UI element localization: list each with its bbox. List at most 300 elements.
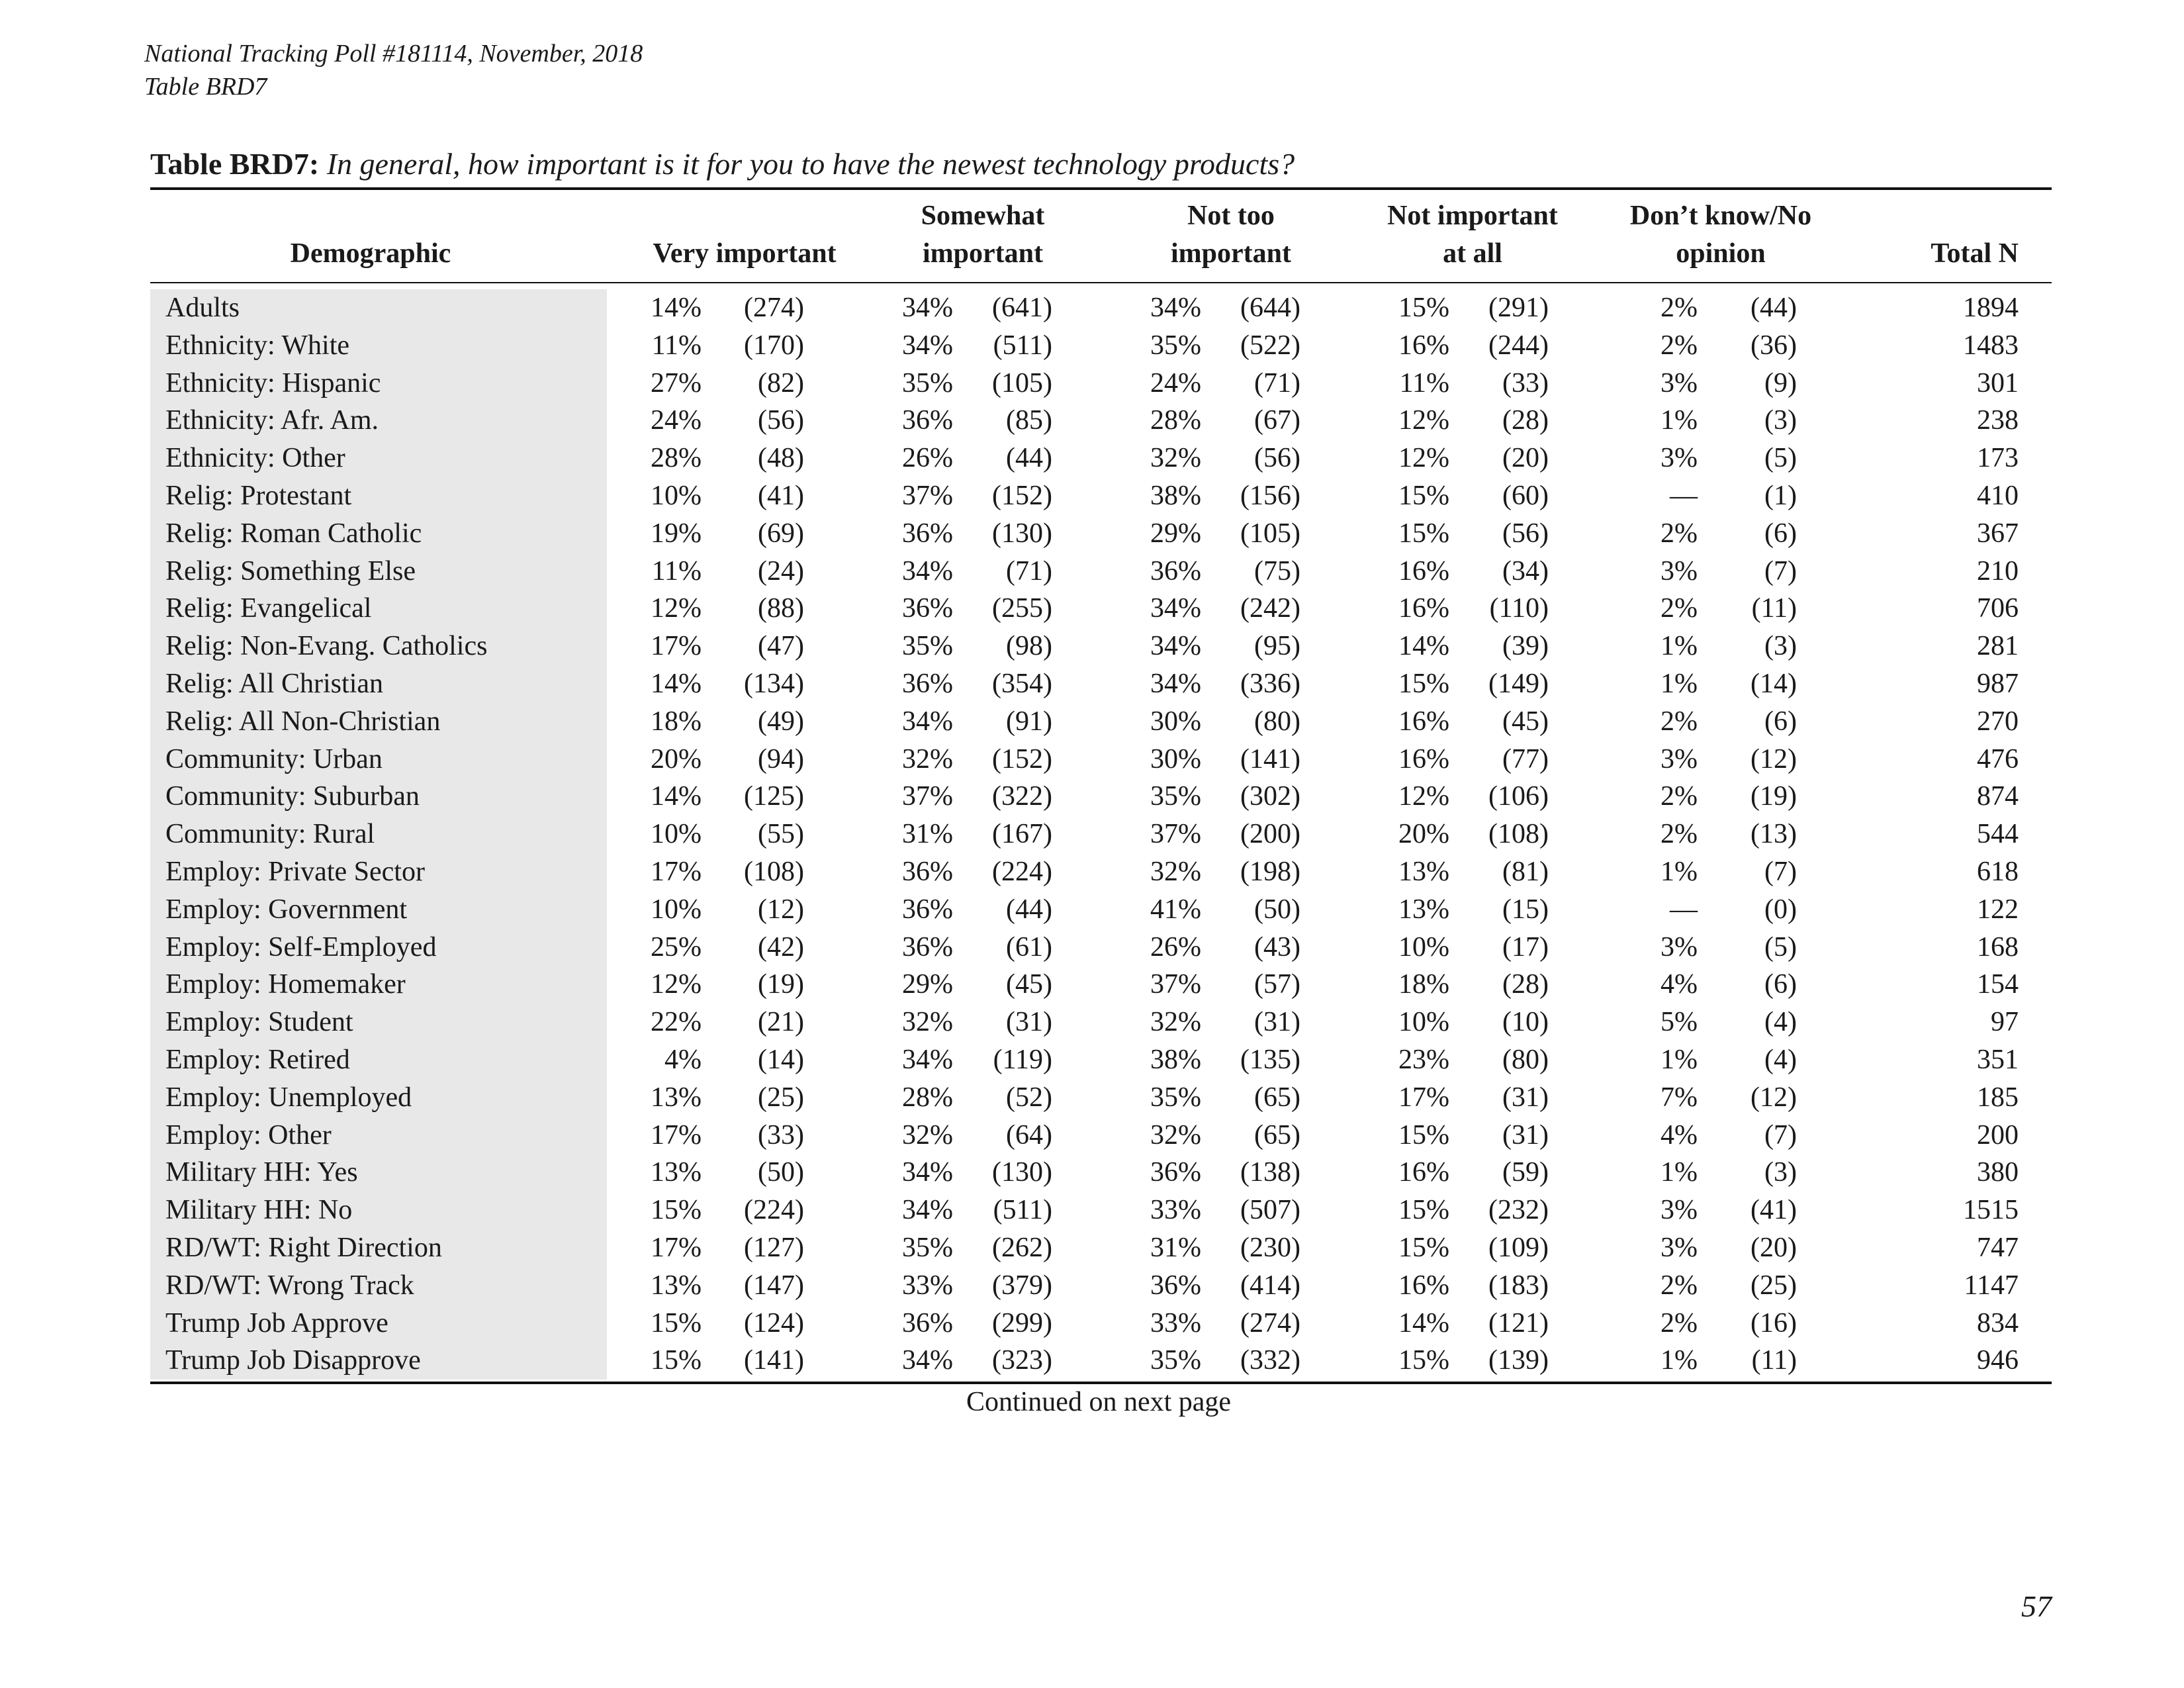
cell-percent: 2% bbox=[1661, 330, 1698, 361]
cell-total-n: 210 bbox=[1977, 555, 2019, 586]
cell-percent: 11% bbox=[1399, 367, 1449, 399]
cell-count: (85) bbox=[1006, 405, 1052, 436]
cell-count: (149) bbox=[1488, 668, 1549, 699]
cell-count: (75) bbox=[1254, 555, 1300, 586]
cell-percent: 36% bbox=[1150, 555, 1201, 586]
cell-total-n: 834 bbox=[1977, 1307, 2019, 1338]
table-row bbox=[0, 365, 2184, 402]
row-label: Trump Job Approve bbox=[165, 1307, 388, 1338]
cell-percent: 2% bbox=[1661, 781, 1698, 812]
cell-count: (48) bbox=[758, 443, 804, 474]
col-header-not-important-at-all: Not important at all bbox=[1387, 201, 1558, 269]
cell-percent: 36% bbox=[902, 668, 953, 699]
row-label: Ethnicity: White bbox=[165, 330, 350, 361]
cell-percent: 13% bbox=[651, 1082, 702, 1113]
cell-total-n: 1894 bbox=[1963, 293, 2019, 323]
cell-count: (34) bbox=[1502, 555, 1549, 586]
table-row bbox=[0, 553, 2184, 590]
cell-total-n: 618 bbox=[1977, 856, 2019, 887]
col-header-demographic: Demographic bbox=[290, 238, 451, 269]
row-label: RD/WT: Right Direction bbox=[165, 1232, 442, 1263]
cell-percent: 15% bbox=[1398, 1195, 1449, 1226]
row-label: Community: Suburban bbox=[165, 781, 420, 812]
cell-percent: 14% bbox=[1398, 1307, 1449, 1338]
cell-count: (49) bbox=[758, 706, 804, 737]
cell-percent: 27% bbox=[651, 367, 702, 399]
cell-percent: 38% bbox=[1150, 1044, 1201, 1075]
row-label: Employ: Other bbox=[165, 1119, 332, 1150]
cell-percent: 35% bbox=[1150, 781, 1201, 812]
row-label: Employ: Private Sector bbox=[165, 856, 425, 887]
cell-count: (33) bbox=[1502, 367, 1549, 399]
cell-percent: 12% bbox=[1398, 443, 1449, 474]
cell-count: (71) bbox=[1254, 367, 1300, 399]
table-row bbox=[0, 590, 2184, 628]
cell-count: (28) bbox=[1502, 969, 1549, 1000]
cell-count: (124) bbox=[744, 1307, 804, 1338]
cell-count: (50) bbox=[758, 1157, 804, 1188]
cell-total-n: 706 bbox=[1977, 593, 2019, 624]
cell-percent: 3% bbox=[1661, 1195, 1698, 1226]
cell-total-n: 476 bbox=[1977, 743, 2019, 774]
cell-count: (60) bbox=[1502, 480, 1549, 511]
cell-count: (4) bbox=[1764, 1044, 1797, 1075]
cell-count: (156) bbox=[1240, 480, 1300, 511]
row-label: Relig: Non-Evang. Catholics bbox=[165, 631, 488, 662]
cell-percent: 15% bbox=[1398, 480, 1449, 511]
cell-percent: 35% bbox=[1150, 330, 1201, 361]
continued-note: Continued on next page bbox=[966, 1387, 1232, 1417]
cell-count: (255) bbox=[992, 593, 1052, 624]
cell-count: (33) bbox=[758, 1119, 804, 1150]
row-label: Relig: Roman Catholic bbox=[165, 518, 422, 549]
cell-percent: 1% bbox=[1661, 1157, 1698, 1188]
cell-percent: 2% bbox=[1661, 593, 1698, 624]
cell-percent: 16% bbox=[1398, 555, 1449, 586]
cell-percent: 37% bbox=[1150, 969, 1201, 1000]
cell-percent: 7% bbox=[1661, 1082, 1698, 1113]
cell-count: (28) bbox=[1502, 405, 1549, 436]
cell-total-n: 987 bbox=[1977, 668, 2019, 699]
cell-percent: 3% bbox=[1661, 555, 1698, 586]
cell-percent: 28% bbox=[1150, 405, 1201, 436]
cell-count: (3) bbox=[1764, 1157, 1797, 1188]
cell-percent: 15% bbox=[1398, 1345, 1449, 1376]
cell-total-n: 380 bbox=[1977, 1157, 2019, 1188]
row-label: Trump Job Disapprove bbox=[165, 1345, 421, 1376]
cell-count: (31) bbox=[1254, 1007, 1300, 1038]
cell-percent: 36% bbox=[1150, 1270, 1201, 1301]
cell-count: (105) bbox=[992, 367, 1052, 399]
cell-percent: 12% bbox=[1398, 781, 1449, 812]
cell-count: (56) bbox=[1254, 443, 1300, 474]
cell-total-n: 122 bbox=[1977, 894, 2019, 925]
cell-percent: 10% bbox=[651, 819, 702, 850]
cell-count: (31) bbox=[1502, 1119, 1549, 1150]
cell-count: (43) bbox=[1254, 931, 1300, 962]
cell-percent: 36% bbox=[902, 593, 953, 624]
cell-percent: 12% bbox=[651, 969, 702, 1000]
cell-count: (105) bbox=[1240, 518, 1300, 549]
cell-percent: 22% bbox=[651, 1007, 702, 1038]
cell-percent: 16% bbox=[1398, 330, 1449, 361]
table-row bbox=[0, 816, 2184, 853]
cell-count: (511) bbox=[993, 1195, 1052, 1226]
table-body bbox=[0, 289, 2184, 1380]
cell-percent: 30% bbox=[1150, 706, 1201, 737]
cell-percent: 32% bbox=[1150, 856, 1201, 887]
cell-percent: 1% bbox=[1661, 668, 1698, 699]
cell-percent: 13% bbox=[1398, 856, 1449, 887]
cell-percent: 36% bbox=[1150, 1157, 1201, 1188]
cell-total-n: 154 bbox=[1977, 969, 2019, 1000]
cell-count: (39) bbox=[1502, 631, 1549, 662]
cell-percent: 13% bbox=[1398, 894, 1449, 925]
cell-percent: 34% bbox=[902, 330, 953, 361]
table-title bbox=[150, 146, 1295, 183]
table-row bbox=[0, 477, 2184, 515]
cell-count: (98) bbox=[1006, 631, 1052, 662]
cell-count: (302) bbox=[1240, 781, 1300, 812]
cell-count: (224) bbox=[744, 1195, 804, 1226]
cell-count: (4) bbox=[1764, 1007, 1797, 1038]
cell-count: (47) bbox=[758, 631, 804, 662]
cell-percent: 41% bbox=[1150, 894, 1201, 925]
cell-count: (108) bbox=[744, 856, 804, 887]
col-header-total-n: Total N bbox=[1931, 238, 2019, 269]
cell-count: (7) bbox=[1764, 856, 1797, 887]
cell-count: (80) bbox=[1254, 706, 1300, 737]
cell-percent: 15% bbox=[1398, 293, 1449, 323]
cell-percent: 34% bbox=[902, 293, 953, 323]
cell-percent: 32% bbox=[902, 1007, 953, 1038]
cell-count: (80) bbox=[1502, 1044, 1549, 1075]
cell-total-n: 168 bbox=[1977, 931, 2019, 962]
cell-percent: 16% bbox=[1398, 743, 1449, 774]
table-title-id: Table BRD7: bbox=[150, 147, 320, 181]
col-header-very-important: Very important bbox=[653, 238, 837, 269]
cell-count: (644) bbox=[1240, 293, 1300, 323]
cell-total-n: 1483 bbox=[1963, 330, 2019, 361]
cell-count: (24) bbox=[758, 555, 804, 586]
cell-count: (42) bbox=[758, 931, 804, 962]
cell-count: (45) bbox=[1502, 706, 1549, 737]
cell-count: (244) bbox=[1488, 330, 1549, 361]
cell-percent: 3% bbox=[1661, 443, 1698, 474]
cell-total-n: 367 bbox=[1977, 518, 2019, 549]
cell-percent: 10% bbox=[651, 480, 702, 511]
cell-percent: 32% bbox=[1150, 1119, 1201, 1150]
cell-total-n: 301 bbox=[1977, 367, 2019, 399]
cell-percent: 29% bbox=[902, 969, 953, 1000]
cell-percent: 4% bbox=[664, 1044, 702, 1075]
cell-percent: 13% bbox=[651, 1157, 702, 1188]
row-label: Employ: Homemaker bbox=[165, 969, 406, 1000]
table-row bbox=[0, 1117, 2184, 1154]
table-row bbox=[0, 515, 2184, 553]
cell-percent: 3% bbox=[1661, 367, 1698, 399]
cell-percent: 32% bbox=[902, 743, 953, 774]
cell-count: (3) bbox=[1764, 631, 1797, 662]
row-label: RD/WT: Wrong Track bbox=[165, 1270, 414, 1301]
cell-count: (25) bbox=[1751, 1270, 1797, 1301]
cell-count: (50) bbox=[1254, 894, 1300, 925]
cell-percent: 34% bbox=[1150, 593, 1201, 624]
cell-count: (95) bbox=[1254, 631, 1300, 662]
cell-count: (45) bbox=[1006, 969, 1052, 1000]
table-row bbox=[0, 440, 2184, 477]
cell-count: (274) bbox=[744, 293, 804, 323]
cell-count: (291) bbox=[1488, 293, 1549, 323]
col-header-somewhat-important: Somewhat important bbox=[921, 201, 1045, 269]
cell-count: (135) bbox=[1240, 1044, 1300, 1075]
cell-count: (41) bbox=[1751, 1195, 1797, 1226]
cell-percent: 34% bbox=[902, 555, 953, 586]
cell-percent: 5% bbox=[1661, 1007, 1698, 1038]
cell-count: (323) bbox=[992, 1345, 1052, 1376]
cell-count: (17) bbox=[1502, 931, 1549, 962]
table-row bbox=[0, 1154, 2184, 1192]
cell-count: (44) bbox=[1006, 443, 1052, 474]
cell-count: (5) bbox=[1764, 443, 1797, 474]
row-label: Employ: Unemployed bbox=[165, 1082, 412, 1113]
cell-count: (20) bbox=[1751, 1232, 1797, 1263]
table-row bbox=[0, 1192, 2184, 1229]
cell-count: (82) bbox=[758, 367, 804, 399]
cell-count: (507) bbox=[1240, 1195, 1300, 1226]
cell-count: (31) bbox=[1006, 1007, 1052, 1038]
row-label: Adults bbox=[165, 293, 240, 323]
cell-count: (0) bbox=[1764, 894, 1797, 925]
cell-percent: 32% bbox=[902, 1119, 953, 1150]
cell-total-n: 946 bbox=[1977, 1345, 2019, 1376]
header-poll-title: National Tracking Poll #181114, November, 2018 bbox=[144, 40, 643, 68]
cell-count: (13) bbox=[1751, 819, 1797, 850]
table-row bbox=[0, 289, 2184, 327]
cell-percent: 37% bbox=[1150, 819, 1201, 850]
cell-count: (77) bbox=[1502, 743, 1549, 774]
cell-count: (170) bbox=[744, 330, 804, 361]
table-row bbox=[0, 1004, 2184, 1041]
cell-count: (52) bbox=[1006, 1082, 1052, 1113]
cell-percent: 31% bbox=[1150, 1232, 1201, 1263]
cell-percent: 11% bbox=[651, 555, 702, 586]
cell-count: (7) bbox=[1764, 1119, 1797, 1150]
cell-percent: 1% bbox=[1661, 1345, 1698, 1376]
cell-count: (71) bbox=[1006, 555, 1052, 586]
cell-count: (130) bbox=[992, 518, 1052, 549]
cell-percent: 25% bbox=[651, 931, 702, 962]
cell-count: (14) bbox=[1751, 668, 1797, 699]
cell-total-n: 874 bbox=[1977, 781, 2019, 812]
col-header-dont-know: Don’t know/No opinion bbox=[1629, 201, 1812, 269]
cell-count: (274) bbox=[1240, 1307, 1300, 1338]
cell-count: (138) bbox=[1240, 1157, 1300, 1188]
row-label: Ethnicity: Hispanic bbox=[165, 367, 381, 399]
cell-count: (119) bbox=[993, 1044, 1052, 1075]
cell-count: (6) bbox=[1764, 969, 1797, 1000]
table-row bbox=[0, 1041, 2184, 1079]
cell-count: (522) bbox=[1240, 330, 1300, 361]
cell-percent: 19% bbox=[651, 518, 702, 549]
cell-percent: 12% bbox=[1398, 405, 1449, 436]
cell-count: (130) bbox=[992, 1157, 1052, 1188]
table-row bbox=[0, 703, 2184, 741]
page-number: 57 bbox=[2021, 1589, 2052, 1623]
table-row bbox=[0, 665, 2184, 703]
cell-percent: 34% bbox=[902, 1157, 953, 1188]
cell-percent: 10% bbox=[651, 894, 702, 925]
header-rule bbox=[150, 282, 2052, 283]
cell-count: (139) bbox=[1488, 1345, 1549, 1376]
cell-percent: 4% bbox=[1661, 969, 1698, 1000]
cell-count: (322) bbox=[992, 781, 1052, 812]
cell-percent: 38% bbox=[1150, 480, 1201, 511]
cell-percent: 31% bbox=[902, 819, 953, 850]
cell-count: (44) bbox=[1751, 293, 1797, 323]
cell-count: (19) bbox=[1751, 781, 1797, 812]
cell-percent: — bbox=[1670, 480, 1698, 511]
cell-total-n: 747 bbox=[1977, 1232, 2019, 1263]
cell-percent: 34% bbox=[1150, 631, 1201, 662]
table-row bbox=[0, 1229, 2184, 1267]
cell-percent: 17% bbox=[1398, 1082, 1449, 1113]
cell-count: (5) bbox=[1764, 931, 1797, 962]
row-label: Community: Rural bbox=[165, 819, 375, 850]
cell-percent: 3% bbox=[1661, 931, 1698, 962]
cell-count: (6) bbox=[1764, 518, 1797, 549]
cell-count: (56) bbox=[1502, 518, 1549, 549]
table-row bbox=[0, 1079, 2184, 1117]
cell-percent: 36% bbox=[902, 931, 953, 962]
cell-count: (379) bbox=[992, 1270, 1052, 1301]
cell-count: (125) bbox=[744, 781, 804, 812]
cell-count: (61) bbox=[1006, 931, 1052, 962]
table-row bbox=[0, 891, 2184, 929]
cell-percent: 18% bbox=[651, 706, 702, 737]
cell-count: (230) bbox=[1240, 1232, 1300, 1263]
cell-percent: 35% bbox=[902, 1232, 953, 1263]
cell-percent: 20% bbox=[1398, 819, 1449, 850]
cell-percent: 33% bbox=[1150, 1307, 1201, 1338]
top-rule bbox=[150, 187, 2052, 190]
cell-count: (232) bbox=[1488, 1195, 1549, 1226]
cell-count: (110) bbox=[1489, 593, 1549, 624]
cell-percent: 17% bbox=[651, 1119, 702, 1150]
row-label: Employ: Retired bbox=[165, 1044, 350, 1075]
cell-percent: 36% bbox=[902, 1307, 953, 1338]
cell-percent: 33% bbox=[902, 1270, 953, 1301]
cell-count: (641) bbox=[992, 293, 1052, 323]
cell-count: (65) bbox=[1254, 1082, 1300, 1113]
cell-count: (10) bbox=[1502, 1007, 1549, 1038]
cell-percent: 23% bbox=[1398, 1044, 1449, 1075]
cell-percent: 15% bbox=[1398, 1232, 1449, 1263]
cell-count: (152) bbox=[992, 480, 1052, 511]
table-row bbox=[0, 327, 2184, 365]
cell-percent: 17% bbox=[651, 856, 702, 887]
cell-percent: 37% bbox=[902, 480, 953, 511]
cell-count: (7) bbox=[1764, 555, 1797, 586]
cell-count: (21) bbox=[758, 1007, 804, 1038]
cell-count: (9) bbox=[1764, 367, 1797, 399]
cell-total-n: 410 bbox=[1977, 480, 2019, 511]
cell-percent: 14% bbox=[651, 293, 702, 323]
cell-total-n: 238 bbox=[1977, 405, 2019, 436]
cell-percent: 3% bbox=[1661, 1232, 1698, 1263]
cell-percent: 14% bbox=[651, 781, 702, 812]
cell-percent: 15% bbox=[1398, 1119, 1449, 1150]
cell-count: (121) bbox=[1488, 1307, 1549, 1338]
cell-count: (56) bbox=[758, 405, 804, 436]
cell-total-n: 1515 bbox=[1963, 1195, 2019, 1226]
cell-percent: 37% bbox=[902, 781, 953, 812]
cell-count: (147) bbox=[744, 1270, 804, 1301]
cell-count: (94) bbox=[758, 743, 804, 774]
cell-count: (20) bbox=[1502, 443, 1549, 474]
row-label: Relig: All Non-Christian bbox=[165, 706, 441, 737]
cell-percent: 17% bbox=[651, 1232, 702, 1263]
cell-total-n: 544 bbox=[1977, 819, 2019, 850]
cell-count: (354) bbox=[992, 668, 1052, 699]
cell-count: (198) bbox=[1240, 856, 1300, 887]
cell-count: (127) bbox=[744, 1232, 804, 1263]
cell-percent: 29% bbox=[1150, 518, 1201, 549]
cell-percent: 36% bbox=[902, 894, 953, 925]
table-row bbox=[0, 628, 2184, 665]
col-header-not-too-important: Not too important bbox=[1171, 201, 1291, 269]
cell-count: (36) bbox=[1751, 330, 1797, 361]
cell-percent: 24% bbox=[1150, 367, 1201, 399]
cell-count: (12) bbox=[1751, 1082, 1797, 1113]
cell-count: (55) bbox=[758, 819, 804, 850]
cell-count: (65) bbox=[1254, 1119, 1300, 1150]
table-row bbox=[0, 402, 2184, 440]
cell-percent: 32% bbox=[1150, 443, 1201, 474]
header-table-id: Table BRD7 bbox=[144, 73, 267, 101]
cell-percent: 18% bbox=[1398, 969, 1449, 1000]
cell-percent: 33% bbox=[1150, 1195, 1201, 1226]
row-label: Employ: Government bbox=[165, 894, 408, 925]
cell-count: (59) bbox=[1502, 1157, 1549, 1188]
cell-percent: 26% bbox=[1150, 931, 1201, 962]
cell-percent: 1% bbox=[1661, 1044, 1698, 1075]
cell-percent: 36% bbox=[902, 856, 953, 887]
row-label: Relig: All Christian bbox=[165, 668, 384, 699]
cell-percent: 3% bbox=[1661, 743, 1698, 774]
table-row bbox=[0, 741, 2184, 778]
cell-percent: 14% bbox=[651, 668, 702, 699]
cell-percent: 28% bbox=[902, 1082, 953, 1113]
cell-percent: 1% bbox=[1661, 631, 1698, 662]
cell-count: (31) bbox=[1502, 1082, 1549, 1113]
cell-percent: 2% bbox=[1661, 706, 1698, 737]
cell-count: (108) bbox=[1488, 819, 1549, 850]
cell-percent: 2% bbox=[1661, 1307, 1698, 1338]
cell-count: (25) bbox=[758, 1082, 804, 1113]
cell-percent: 13% bbox=[651, 1270, 702, 1301]
cell-percent: 2% bbox=[1661, 293, 1698, 323]
cell-count: (141) bbox=[744, 1345, 804, 1376]
cell-percent: 34% bbox=[902, 1044, 953, 1075]
cell-percent: 16% bbox=[1398, 593, 1449, 624]
cell-percent: 32% bbox=[1150, 1007, 1201, 1038]
cell-count: (11) bbox=[1751, 1345, 1797, 1376]
row-label: Military HH: No bbox=[165, 1195, 353, 1226]
cell-percent: 16% bbox=[1398, 1270, 1449, 1301]
cell-percent: 1% bbox=[1661, 856, 1698, 887]
row-label: Relig: Something Else bbox=[165, 555, 416, 586]
